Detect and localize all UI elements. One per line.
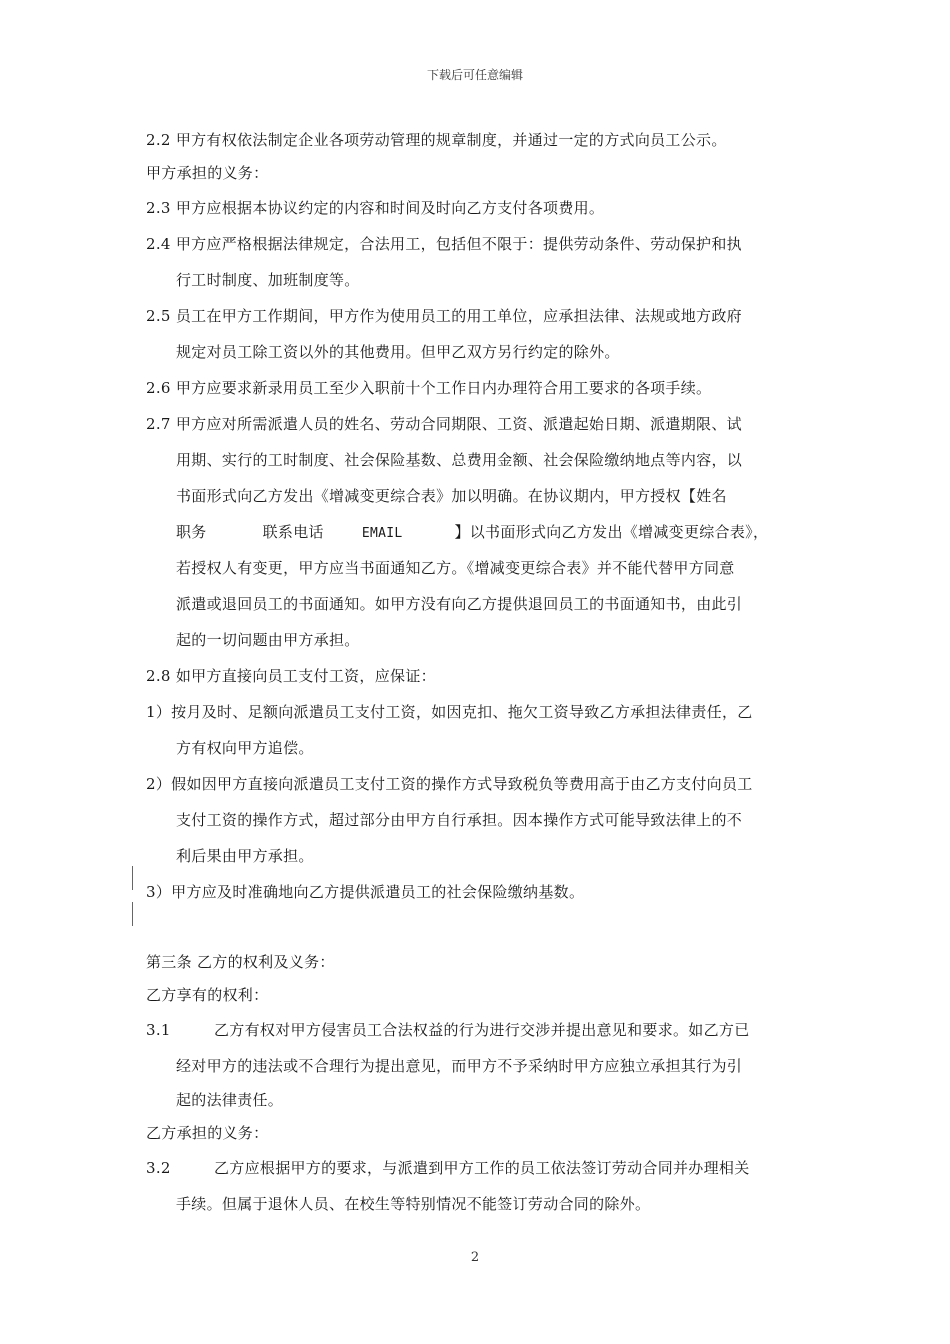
field-label-email: EMAIL: [361, 526, 403, 541]
item-2-line-3: 利后果由甲方承担。: [176, 847, 314, 865]
clause-3-1-line-1: [146, 1012, 808, 1048]
clause-3-1-line-2: 经对甲方的违法或不合理行为提出意见，而甲方不予采纳时甲方应独立承担其行为引: [176, 1057, 743, 1075]
clause-3-2-text: 乙方应根据甲方的要求，与派遣到甲方工作的员工依法签订劳动合同并办理相关: [214, 1159, 750, 1177]
field-label-phone: 联系电话: [262, 523, 324, 541]
heading-party-b-rights: 乙方享有的权利：: [146, 986, 269, 1004]
clause-2-4-line-2: 行工时制度、加班制度等。: [176, 271, 360, 289]
clause-2-7-line-4: [146, 514, 808, 550]
clause-2-2: 2.2 甲方有权依法制定企业各项劳动管理的规章制度，并通过一定的方式向员工公示。: [146, 131, 727, 149]
clause-2-7-line-2: 用期、实行的工时制度、社会保险基数、总费用金额、社会保险缴纳地点等内容，以: [176, 451, 743, 469]
clause-2-7-line-5: 若授权人有变更，甲方应当书面通知乙方。《增减变更综合表》并不能代替甲方同意: [176, 559, 735, 577]
item-3: 3）甲方应及时准确地向乙方提供派遣员工的社会保险缴纳基数。: [146, 883, 585, 901]
heading-party-b-duties: 乙方承担的义务：: [146, 1124, 269, 1142]
clause-3-2-line-2: 手续。但属于退休人员、在校生等特别情况不能签订劳动合同的除外。: [176, 1195, 651, 1213]
clause-2-6: 2.6 甲方应要求新录用员工至少入职前十个工作日内办理符合用工要求的各项手续。: [146, 379, 712, 397]
clause-2-3: 2.3 甲方应根据本协议约定的内容和时间及时向乙方支付各项费用。: [146, 199, 605, 217]
field-label-position: 职务: [176, 523, 207, 541]
page-number: 2: [470, 1250, 480, 1265]
heading-party-a-duties: 甲方承担的义务：: [146, 164, 269, 182]
page-header: 下载后可任意编辑: [426, 68, 523, 82]
clause-2-7-line-3: 书面形式向乙方发出《增减变更综合表》加以明确。在协议期内，甲方授权【姓名: [176, 487, 727, 505]
clause-3-1-text: 乙方有权对甲方侵害员工合法权益的行为进行交涉并提出意见和要求。如乙方已: [214, 1021, 750, 1039]
item-1-line-1: 1）按月及时、足额向派遣员工支付工资，如因克扣、拖欠工资导致乙方承担法律责任，乙: [146, 703, 753, 721]
clause-2-7-line-7: 起的一切问题由甲方承担。: [176, 631, 360, 649]
article-3-heading: 第三条 乙方的权利及义务：: [146, 953, 335, 971]
blank-line: [146, 910, 808, 946]
clause-2-8: 2.8 如甲方直接向员工支付工资，应保证：: [146, 667, 436, 685]
revision-mark: [132, 902, 133, 926]
clause-3-1-number: 3.1: [146, 1021, 171, 1039]
item-2-line-2: 支付工资的操作方式，超过部分由甲方自行承担。因本操作方式可能导致法律上的不: [176, 811, 743, 829]
clause-2-5-line-1: 2.5 员工在甲方工作期间，甲方作为使用员工的用工单位，应承担法律、法规或地方政府: [146, 307, 742, 325]
clause-3-2-number: 3.2: [146, 1159, 171, 1177]
item-2-line-1: 2）假如因甲方直接向派遣员工支付工资的操作方式导致税负等费用高于由乙方支付向员工: [146, 775, 753, 793]
clause-2-7-line-4-tail: 】以书面形式向乙方发出《增减变更综合表》，: [454, 523, 769, 541]
clause-2-4-line-1: 2.4 甲方应严格根据法律规定，合法用工，包括但不限于：提供劳动条件、劳动保护和执: [146, 235, 742, 253]
clause-3-1-line-3: 起的法律责任。: [176, 1091, 284, 1109]
clause-3-2-line-1: [146, 1150, 808, 1186]
clause-2-7-line-6: 派遣或退回员工的书面通知。如甲方没有向乙方提供退回员工的书面通知书，由此引: [176, 595, 743, 613]
item-1-line-2: 方有权向甲方追偿。: [176, 739, 314, 757]
revision-mark: [132, 866, 133, 890]
clause-2-7-line-1: 2.7 甲方应对所需派遣人员的姓名、劳动合同期限、工资、派遣起始日期、派遣期限、试: [146, 415, 742, 433]
clause-2-5-line-2: 规定对员工除工资以外的其他费用。但甲乙双方另行约定的除外。: [176, 343, 620, 361]
document-body: [146, 124, 808, 1222]
